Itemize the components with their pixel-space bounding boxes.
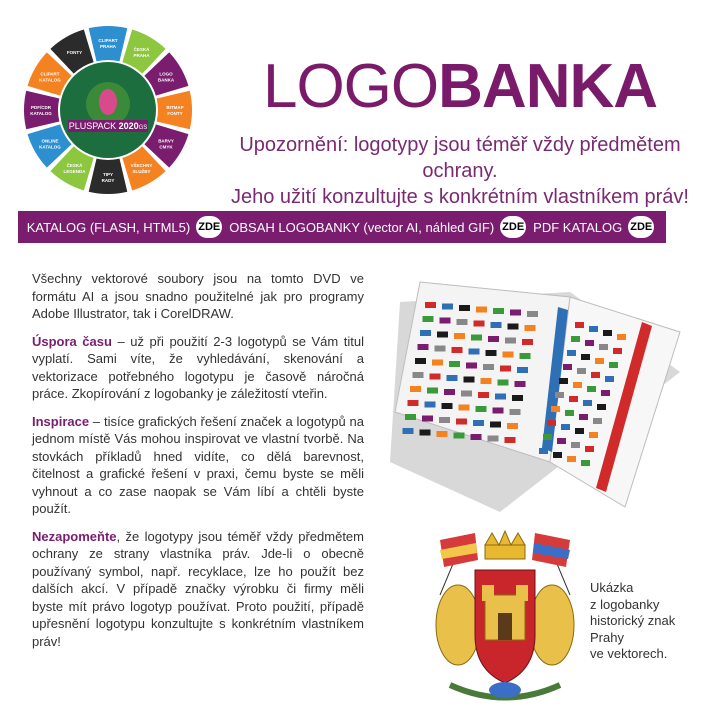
wheel-segment-label: TIPY <box>102 172 114 177</box>
catalog-logo-thumb <box>525 325 536 331</box>
catalog-logo-thumb <box>515 381 526 387</box>
catalog-logo-thumb <box>488 436 499 442</box>
catalog-logo-thumb <box>527 311 538 317</box>
wheel-segment-label: ONLINE <box>41 138 59 144</box>
catalog-logo-thumb <box>423 316 434 322</box>
catalog-logo-thumb <box>609 362 618 368</box>
wheel-segment-label: LOGO <box>159 71 173 77</box>
catalog-logo-thumb <box>585 340 594 346</box>
catalog-logo-thumb <box>510 310 521 316</box>
catalog-logo-thumb <box>495 394 506 400</box>
page-title <box>200 52 720 122</box>
wheel-segment-label: ČESKÁ <box>133 46 150 52</box>
catalog-logo-thumb <box>442 304 453 310</box>
catalog-logo-thumb <box>437 431 448 437</box>
catalog-logo-thumb <box>505 338 516 344</box>
catalog-logo-thumb <box>493 308 504 314</box>
catalog-logo-thumb <box>555 392 564 398</box>
katalog-link[interactable]: KATALOG (FLASH, HTML5) <box>26 219 191 235</box>
catalog-logo-thumb <box>442 403 453 409</box>
paragraph-nezapomente-text: , že logotypy jsou téměř vždy předmětem ochrany ze strany vlastníka práv. Jde-li o obecně používaný symbol, např. recyklace, lze ho použít bez dalších akcí. V případě značky výrobku či firmy měli byste mít právo logotyp používat. Proto použití, případě upřesnění logotypu konzultujte s konkrétním vlastníkem práv! <box>32 528 364 649</box>
wheel-segment-label: KATALOG <box>39 77 61 83</box>
catalog-logo-thumb <box>452 347 463 353</box>
catalog-logo-thumb <box>605 376 614 382</box>
zde-button-2[interactable]: ZDE <box>500 216 526 238</box>
catalog-logo-thumb <box>559 378 568 384</box>
caption-line-3: historický znak <box>590 613 676 628</box>
catalog-logo-thumb <box>573 382 582 388</box>
catalog-logo-thumb <box>486 350 497 356</box>
catalog-logo-thumb <box>585 446 594 452</box>
catalog-logo-thumb <box>408 400 419 406</box>
paragraph-inspirace-text: – tisíce grafických řešení značek a logotypů na jednom místě Vás mohou inspirovat ve vlastní tvorbě. Na stovkách příkladů hned vidíte, co dělá barevnost, čitelnost a grafické řešení v praxi, čemu byste se měli vyhnout a co zase naopak se Vám líbí a chtěli byste použít. <box>32 413 364 516</box>
caption-line-2: z logobanky <box>590 596 660 612</box>
catalog-logo-thumb <box>617 334 626 340</box>
catalog-logo-thumb <box>493 408 504 414</box>
subtitle-line-1: Upozornění: logotypy jsou téměř vždy předmětem ochrany. <box>239 134 681 182</box>
catalog-logo-thumb <box>459 305 470 311</box>
catalog-logo-thumb <box>420 430 431 436</box>
catalog-logo-thumb <box>589 326 598 332</box>
wheel-segment-label: SLUŽBY <box>132 169 151 175</box>
catalog-logo-thumb <box>461 391 472 397</box>
catalog-logo-thumb <box>577 368 586 374</box>
wheel-segment-label: RADY <box>101 178 115 183</box>
catalog-logo-thumb <box>543 434 552 440</box>
catalog-logo-thumb <box>522 339 533 345</box>
catalog-logo-thumb <box>471 434 482 440</box>
catalog-logo-thumb <box>466 363 477 369</box>
paragraph-uspora-text: – už při použití 2-3 logotypů se Vám titul vyplatí. Sami víte, že vyhledávání, skenování a vektorizace potřebného logotypu je časově náročná práce. Zkopírování z logobanky je záležitostí vteřin. <box>32 333 364 401</box>
catalog-logo-thumb <box>503 352 514 358</box>
wheel-segment-label: FONTY <box>167 111 183 116</box>
catalog-logo-thumb <box>464 377 475 383</box>
catalog-logo-thumb <box>469 349 480 355</box>
pdf-katalog-link[interactable]: PDF KATALOG <box>533 219 623 235</box>
catalog-logo-thumb <box>457 319 468 325</box>
catalog-logo-thumb <box>579 414 588 420</box>
catalog-logo-thumb <box>476 307 487 313</box>
prague-coat-of-arms <box>420 525 590 705</box>
catalog-logo-thumb <box>575 322 584 328</box>
catalog-logo-thumb <box>459 405 470 411</box>
wheel-segment-label: FONTY <box>66 49 83 55</box>
wheel-segment-label: VŠECHNY <box>130 163 153 169</box>
catalog-logo-thumb <box>483 364 494 370</box>
catalog-logo-thumb <box>444 389 455 395</box>
catalog-logo-thumb <box>575 428 584 434</box>
paragraph-nezapomente-head: Nezapomeňte <box>32 528 117 544</box>
catalog-logo-thumb <box>449 361 460 367</box>
catalog-logo-thumb <box>405 414 416 420</box>
caption-line-5: ve vektorech. <box>590 646 668 661</box>
paragraph-uspora <box>32 333 364 403</box>
catalog-logo-thumb <box>512 395 523 401</box>
coat-of-arms-graphic <box>420 525 590 705</box>
catalog-logo-thumb <box>403 428 414 434</box>
catalog-logo-thumb <box>413 372 424 378</box>
catalog-logo-thumb <box>595 358 604 364</box>
wheel-segment-label: KATALOG <box>30 111 52 116</box>
wheel-segment-label: BITMAP <box>166 105 184 110</box>
catalog-logo-thumb <box>439 417 450 423</box>
catalog-logo-thumb <box>508 324 519 330</box>
catalog-logo-thumb <box>478 392 489 398</box>
catalog-logo-thumb <box>589 432 598 438</box>
catalog-logo-thumb <box>571 336 580 342</box>
catalog-logo-thumb <box>481 378 492 384</box>
zde-button-1[interactable]: ZDE <box>196 216 222 238</box>
title-light: LOGO <box>262 52 439 121</box>
catalog-logo-thumb <box>447 375 458 381</box>
catalog-logo-thumb <box>517 367 528 373</box>
wheel-center-label: PLUSPACK 2020GS <box>68 121 148 131</box>
catalog-logo-thumb <box>425 402 436 408</box>
link-bar <box>18 211 666 243</box>
wheel-segment-label: BANKA <box>157 77 175 83</box>
catalog-logo-thumb <box>454 333 465 339</box>
catalog-logo-thumb <box>430 374 441 380</box>
catalog-logo-thumb <box>437 332 448 338</box>
catalog-logo-thumb <box>471 335 482 341</box>
catalog-logo-thumb <box>603 330 612 336</box>
catalog-logo-thumb <box>510 409 521 415</box>
catalog-logo-thumb <box>420 330 431 336</box>
subtitle <box>200 132 720 210</box>
paragraph-nezapomente <box>32 528 364 651</box>
catalog-logo-thumb <box>410 386 421 392</box>
catalog-logo-thumb <box>456 419 467 425</box>
catalog-logo-thumb <box>601 390 610 396</box>
wheel-graphic <box>22 24 194 196</box>
catalog-logo-thumb <box>520 353 531 359</box>
catalog-logo-thumb <box>476 406 487 412</box>
catalog-logo-thumb <box>432 360 443 366</box>
catalog-logo-thumb <box>505 437 516 443</box>
catalog-logo-thumb <box>581 460 590 466</box>
paragraph-inspirace <box>32 413 364 518</box>
catalog-logo-thumb <box>491 322 502 328</box>
catalog-logo-thumb <box>581 354 590 360</box>
catalog-logo-thumb <box>427 388 438 394</box>
open-catalog-image <box>380 262 700 522</box>
catalog-logo-thumb <box>488 336 499 342</box>
caption-line-4: Prahy <box>590 629 624 645</box>
catalog-logo-thumb <box>435 346 446 352</box>
wheel-segment-label: LEGENDA <box>63 169 86 175</box>
catalog-logo-thumb <box>551 406 560 412</box>
arms-caption <box>590 580 710 663</box>
obsah-logobanky-link[interactable]: OBSAH LOGOBANKY (vector AI, náhled GIF) <box>229 219 495 235</box>
catalog-logo-thumb <box>567 350 576 356</box>
wheel-segment-label: CLIPART <box>40 71 60 77</box>
wheel-segment-label: CLIPART <box>98 38 118 43</box>
catalog-logo-thumb <box>454 433 465 439</box>
catalog-logo-thumb <box>473 420 484 426</box>
catalog-logo-thumb <box>553 452 562 458</box>
catalog-logo-thumb <box>498 380 509 386</box>
body-text <box>32 270 364 660</box>
catalog-logo-thumb <box>597 404 606 410</box>
catalog-logo-thumb <box>422 416 433 422</box>
catalog-logo-thumb <box>613 348 622 354</box>
catalog-logo-thumb <box>587 386 596 392</box>
catalog-graphic <box>380 262 700 522</box>
wheel-segment-label: CMYK <box>159 144 173 150</box>
wheel-segment-label: PRAHA <box>99 44 117 49</box>
catalog-logo-thumb <box>563 364 572 370</box>
catalog-logo-thumb <box>583 400 592 406</box>
paragraph-uspora-head: Úspora času <box>32 333 112 349</box>
catalog-logo-thumb <box>440 318 451 324</box>
paragraph-inspirace-head: Inspirace <box>32 413 90 429</box>
catalog-logo-thumb <box>569 396 578 402</box>
catalog-logo-thumb <box>490 422 501 428</box>
catalog-logo-thumb <box>571 442 580 448</box>
pluspack-wheel-logo <box>22 24 194 196</box>
wheel-segment-label: BARVY <box>158 138 174 144</box>
catalog-logo-thumb <box>565 410 574 416</box>
zde-button-3[interactable]: ZDE <box>628 216 654 238</box>
catalog-logo-thumb <box>418 344 429 350</box>
subtitle-line-2: Jeho užití konzultujte s konkrétním vlastníkem práv! <box>231 186 689 208</box>
paragraph-intro: Všechny vektorové soubory jsou na tomto DVD ve formátu AI a jsou snadno použitelné jak pro programy Adobe Illustrator, tak i CorelDRAW. <box>32 271 364 321</box>
catalog-logo-thumb <box>507 423 518 429</box>
wheel-segment-label: KATALOG <box>39 144 61 150</box>
catalog-logo-thumb <box>557 438 566 444</box>
wheel-segment-label: ČESKÁ <box>66 163 83 169</box>
catalog-logo-thumb <box>561 424 570 430</box>
catalog-logo-thumb <box>474 321 485 327</box>
catalog-logo-thumb <box>547 420 556 426</box>
catalog-logo-thumb <box>593 418 602 424</box>
caption-line-1: Ukázka <box>590 580 634 595</box>
wheel-segment-label: PDF/CDR <box>31 105 51 110</box>
catalog-logo-thumb <box>567 456 576 462</box>
title-bold: BANKA <box>438 52 658 121</box>
catalog-logo-thumb <box>591 372 600 378</box>
catalog-logo-thumb <box>415 358 426 364</box>
wheel-segment-label: PRAHA <box>133 52 150 58</box>
catalog-logo-thumb <box>425 302 436 308</box>
catalog-logo-thumb <box>599 344 608 350</box>
catalog-logo-thumb <box>539 448 548 454</box>
catalog-logo-thumb <box>500 366 511 372</box>
